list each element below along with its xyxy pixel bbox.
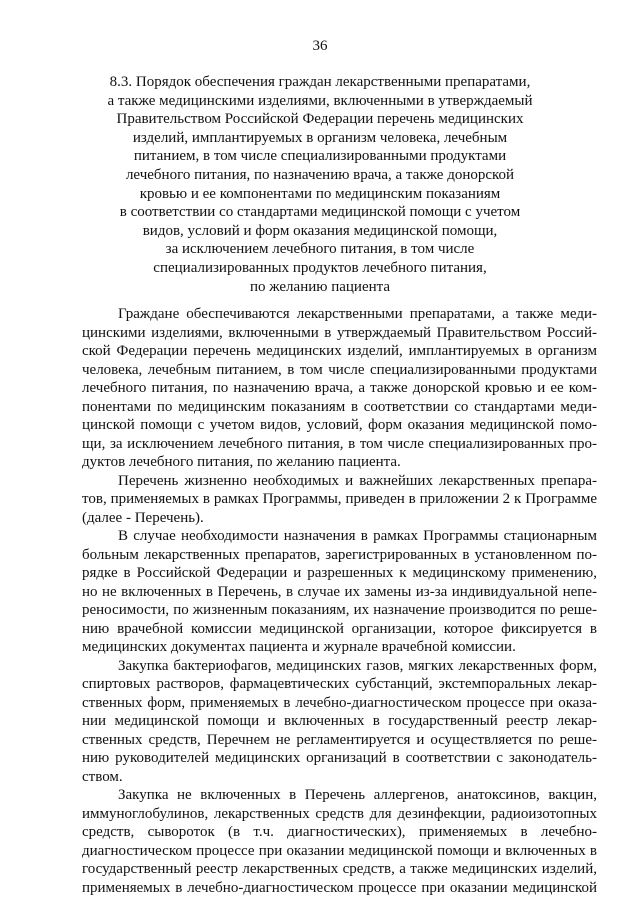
text-line: медицинских документах пациента и журнале врачебной комиссии.	[82, 639, 516, 655]
text-line: иммуноглобулинов, лекарственных средств для дезинфекции, радиоизотопных	[82, 805, 597, 822]
heading-line: питанием, в том числе специализированными продуктами	[133, 148, 507, 165]
body-text	[82, 305, 597, 897]
heading-line: видов, условий и форм оказания медицинской помощи,	[142, 222, 498, 239]
text-line: ской Федерации перечень медицинских изделий, имплантируемых в организм	[82, 343, 597, 359]
text-line: ственных форм, применяемых в лечебно-диагностическом процессе при оказа-	[82, 694, 597, 711]
text-line: лечебного питания, по назначению врача, а также донорской кровью и ее ком-	[82, 380, 597, 396]
text-line: средств, сывороток (в т.ч. диагностических), применяемых в лечебно-	[82, 824, 597, 840]
heading-line: в соответствии со стандартами медицинской помощи с учетом	[119, 204, 521, 221]
heading-line: кровью и ее компонентами по медицинским показаниям	[139, 185, 501, 202]
text-line: государственный реестр лекарственных средств, а также медицинских изделий,	[82, 861, 597, 877]
text-line: человека, лечебным питанием, в том числе специализированными продуктами	[82, 361, 597, 378]
text-line: применяемых в лечебно-диагностическом процессе при оказании медицинской	[82, 879, 597, 896]
text-line: Граждане обеспечиваются лекарственными препаратами, а также меди-	[118, 306, 597, 322]
text-line: спиртовых растворов, фармацевтических субстанций, экстемпоральных лекар-	[82, 676, 597, 692]
text-line: реносимости, по жизненным показаниям, их назначение производится по реше-	[82, 602, 597, 618]
text-line: цинской помощи с учетом видов, условий, форм оказания медицинской помо-	[82, 417, 597, 433]
page-number: 36	[312, 38, 328, 54]
text-line: тов, применяемых в рамках Программы, приведен в приложении 2 к Программе	[82, 491, 597, 507]
text-line: Закупка бактериофагов, медицинских газов, мягких лекарственных форм,	[118, 657, 597, 674]
text-line: ством.	[82, 768, 123, 785]
heading-line: по желанию пациента	[249, 278, 391, 295]
paragraph	[82, 527, 597, 657]
text-line: нии медицинской помощи и включенных в государственный реестр лекар-	[82, 713, 597, 729]
text-line: понентами по медицинским показаниям в соответствии со стандартами меди-	[82, 398, 597, 415]
text-line: цинскими изделиями, включенными в утверждаемый Правительством Россий-	[82, 324, 597, 341]
text-line: ственных средств, Перечнем не регламентируется и осуществляется по реше-	[82, 731, 597, 748]
paragraph	[82, 786, 597, 897]
section-heading	[100, 73, 540, 296]
heading-line: 8.3. Порядок обеспечения граждан лекарственными препаратами,	[109, 74, 531, 90]
text-line: Перечень жизненно необходимых и важнейших лекарственных препара-	[118, 472, 597, 489]
paragraph	[82, 472, 597, 528]
paragraph	[82, 305, 597, 472]
heading-line: лечебного питания, по назначению врача, а также донорской	[125, 166, 515, 183]
text-line: нию врачебной комиссии медицинской организации, которое фиксируется в	[82, 620, 597, 637]
text-line: Закупка не включенных в Перечень аллергенов, анатоксинов, вакцин,	[118, 787, 597, 803]
heading-line: за исключением лечебного питания, в том числе	[165, 241, 475, 258]
heading-line: Правительством Российской Федерации перечень медицинских	[116, 111, 524, 128]
text-line: (далее - Перечень).	[82, 509, 204, 526]
text-line: диагностическом процессе при оказании медицинской помощи и включенных в	[82, 842, 597, 859]
heading-line: специализированных продуктов лечебного питания,	[153, 259, 487, 276]
text-line: рядке в Российской Федерации и разрешенных к медицинскому применению,	[82, 565, 597, 581]
text-line: но не включенных в Перечень, в случае их замены из-за индивидуальной непе-	[82, 583, 597, 600]
text-line: щи, за исключением лечебного питания, в том числе специализированных про-	[82, 435, 597, 452]
heading-line: а также медицинскими изделиями, включенными в утверждаемый	[107, 92, 533, 109]
text-line: В случае необходимости назначения в рамках Программы стационарным	[118, 528, 597, 544]
text-line: нию руководителей медицинских организаций в соответствии с законодатель-	[82, 750, 597, 766]
text-line: дуктов лечебного питания, по желанию пациента.	[82, 454, 401, 470]
text-line: больным лекарственных препаратов, зарегистрированных в установленном по-	[82, 546, 597, 563]
heading-line: изделий, имплантируемых в организм человека, лечебным	[132, 129, 508, 146]
paragraph	[82, 657, 597, 787]
